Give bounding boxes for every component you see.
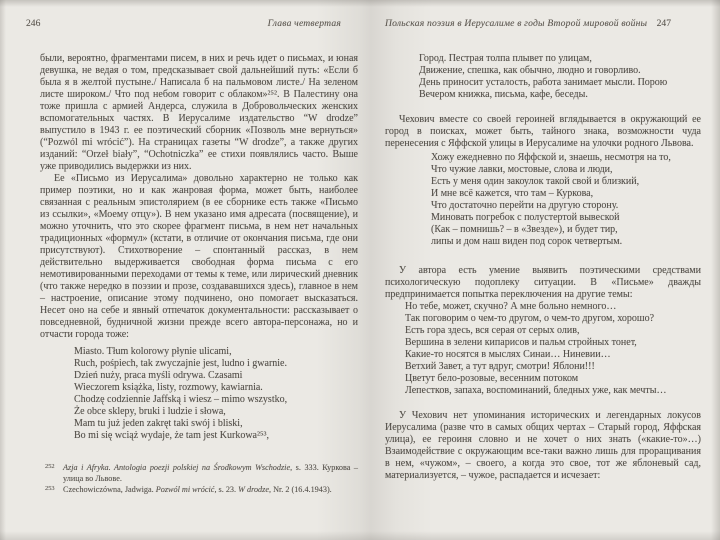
verse-line: Bo mi się wciąż wydaje, że tam jest Kurkowa²⁵³, [74, 430, 269, 441]
footnote-title-italic: Pozwól mi wrócić [155, 485, 215, 495]
verse-line: (Как – помнишь? – в «Звезде»), и будет тир, [431, 224, 618, 235]
verse-line: Mam tu już jeden zakręt taki swój i bliski, [74, 418, 243, 429]
verse-block-city [385, 53, 701, 101]
verse-line: Хожу ежедневно по Яффской и, знаешь, несмотря на то, [431, 152, 671, 163]
verse-line: Есть гора здесь, вся серая от серых олив, [405, 325, 580, 336]
footnote-issue: , Nr. 2 (16.4.1943). [268, 485, 332, 495]
running-head-right: Польская поэзия в Иерусалиме в годы Второй мировой войны [385, 18, 648, 29]
verse-line: Миновать погребок с полустертой вывеской [431, 212, 620, 223]
verse-line: Есть у меня один закоулок такой свой и близкий, [431, 176, 640, 187]
paragraph-psychology: У автора есть умение выявить поэтическими средствами психологическую подоплеку ситуации. В «Письме» дважды предпринимается попытка переключения на другие темы: [385, 265, 701, 300]
footnote-journal-italic: W drodze [238, 485, 269, 495]
verse-line: липы и дом наш виден под сорок четвертым. [431, 236, 623, 247]
left-page-header [26, 18, 358, 31]
left-page [26, 18, 359, 497]
verse-line: Цветут бело-розовые, весенним потоком [405, 373, 579, 384]
page-number-left: 246 [26, 18, 41, 29]
verse-line: Но тебе, может, скучно? А мне больно немного… [405, 301, 617, 312]
verse-line: Лепестков, запаха, воспоминаний, бледных уже, как мечты… [405, 385, 667, 396]
right-page-header [385, 18, 701, 31]
verse-line: И мне всё кажется, что там – Куркова, [431, 188, 594, 199]
footnote-source-rest: , s. 333. Куркова – улица во Львове. [63, 463, 359, 483]
paragraph-loci: У Чехович нет упоминания исторических и легендарных локусов Иерусалима (разве что в самых общих чертах – Старый город, Яффская улица), ее героиня словно и не хочет о них знать («какие-то»…) Взаимодействие с окружающим все-таки важно лишь для проращивания в нем, «чужом», – своего, а когда это свое, тот же яблоневый сад, материализуется, – чужое, распадается и исчезает: [385, 410, 701, 481]
running-head-left: Глава четвертая [267, 18, 341, 29]
verse-line: Что достаточно перейти на другую сторону. [431, 200, 619, 211]
page-number-right: 247 [656, 18, 671, 29]
verse-line: Miasto. Tłum kolorowy płynie ulicami, [74, 346, 232, 357]
verse-block-polish [40, 346, 358, 442]
footnote-number: 252 [45, 463, 55, 470]
paragraph-czechowicz-city: Чехович вместе со своей героиней вглядывается в окружающий ее город в поисках, может быть, тайного знака, возможности чуда перенесения с Яффской улицы в Иерусалиме на улочки родного Львова. [385, 114, 701, 149]
verse-line: Ruch, pośpiech, tak zwyczajnie jest, ludno i gwarnie. [74, 358, 287, 369]
verse-line: Chodzę codziennie Jaffską i wiesz – mimo wszystko, [74, 394, 288, 405]
verse-line: Вершина в зелени кипарисов и пальм стройных тонет, [405, 337, 637, 348]
right-page [385, 18, 701, 482]
verse-line: Город. Пестрая толпа плывет по улицам, [419, 53, 592, 64]
footnote-source-italic: Azja i Afryka. Antologia poezji polskiej na Środkowym Wschodzie [63, 463, 291, 472]
footnote-text [63, 485, 358, 496]
footnote-253 [40, 485, 358, 496]
verse-line: Какие-то носятся в мыслях Синаи… Ниневии… [405, 349, 611, 360]
footnote-pages: , s. 23. [214, 485, 239, 495]
verse-line: Вечером книжка, письма, кафе, беседы. [419, 89, 588, 100]
footnotes [40, 463, 358, 496]
verse-line: Движение, спешка, как обычно, людно и говорливо. [419, 65, 641, 76]
verse-block-jaffa [385, 152, 701, 248]
verse-line: Так поговорим о чем-то другом, о чем-то другом, хорошо? [405, 313, 655, 324]
verse-line: Что чужие лавки, мостовые, слова и люди, [431, 164, 613, 175]
verse-line: Ветхий Завет, а тут вдруг, смотри! Яблони!!! [405, 361, 595, 372]
paragraph-letter-analysis: Ее «Письмо из Иерусалима» довольно характерно не только как пример поэтики, но и как жанровая форма, может быть, наиболее связанная с реальным эпистолярием (в ее сборнике есть также «Письмо из ссылки», «Моему отцу»). В нем указано имя адресата (посвящение), и можно уточнить, что это скорее фрагмент письма, в нем нет начальных традиционных «формул» (кстати, в отличие от окончания письма, где они присутствуют). Стихотворение – спонтанный рассказ, в нем действительно выдерживается свободная форма письма с его немотивированными переходами от темы к теме, или лирический дневник (что также нередко в поэзии и прозе, создававшихся здесь), главное в нем – настроение, описание этому подчинено, оно помогает высказаться. Несет оно на себе и явный отпечаток документальности: рассказывает о повседневной, будничной жизни прежде всего автора-персонажа, но и отчасти города тоже: [40, 173, 358, 340]
footnote-text [63, 463, 358, 484]
verse-line: День приносит усталость, работа занимает мысли. Порою [419, 77, 668, 88]
verse-line: Wieczorem książka, listy, rozmowy, kawiarnia. [74, 382, 263, 393]
paragraph-continuation: были, вероятно, фрагментами писем, в них и речь идет о письмах, и юная девушка, не ведая о том, предсказывает свой дальнейший путь: «Если б была я в желтой пустыне./ Написала б на пальмовом листе./ На зеленом листе широком./ Что под небом говорит с облаком»²⁵². В Палестину она тоже пришла с армией Андерса, служила в Добровольческих женских вспомогательных частях. В Иерусалиме издательство “W drodze” выпустило в 1943 г. ее поэтический сборник «Позволь мне вернуться» (“Pozwól mi wrócić”). На страницах газеты “W drodze”, а также других изданий: “Orzeł biały”, “Ochotniczka” ее стихи появлялись часто. Выше уже приводились выдержки из них. [40, 53, 358, 172]
verse-block-mountain [385, 301, 701, 397]
footnote-author: Czechowiczówna, Jadwiga. [63, 485, 156, 495]
footnote-252 [40, 463, 358, 484]
verse-line: Dzień nuży, praca myśli odrywa. Czasami [74, 370, 243, 381]
footnote-number: 253 [45, 485, 55, 493]
verse-line: Że obce sklepy, bruki i ludzie i słowa, [74, 406, 226, 417]
